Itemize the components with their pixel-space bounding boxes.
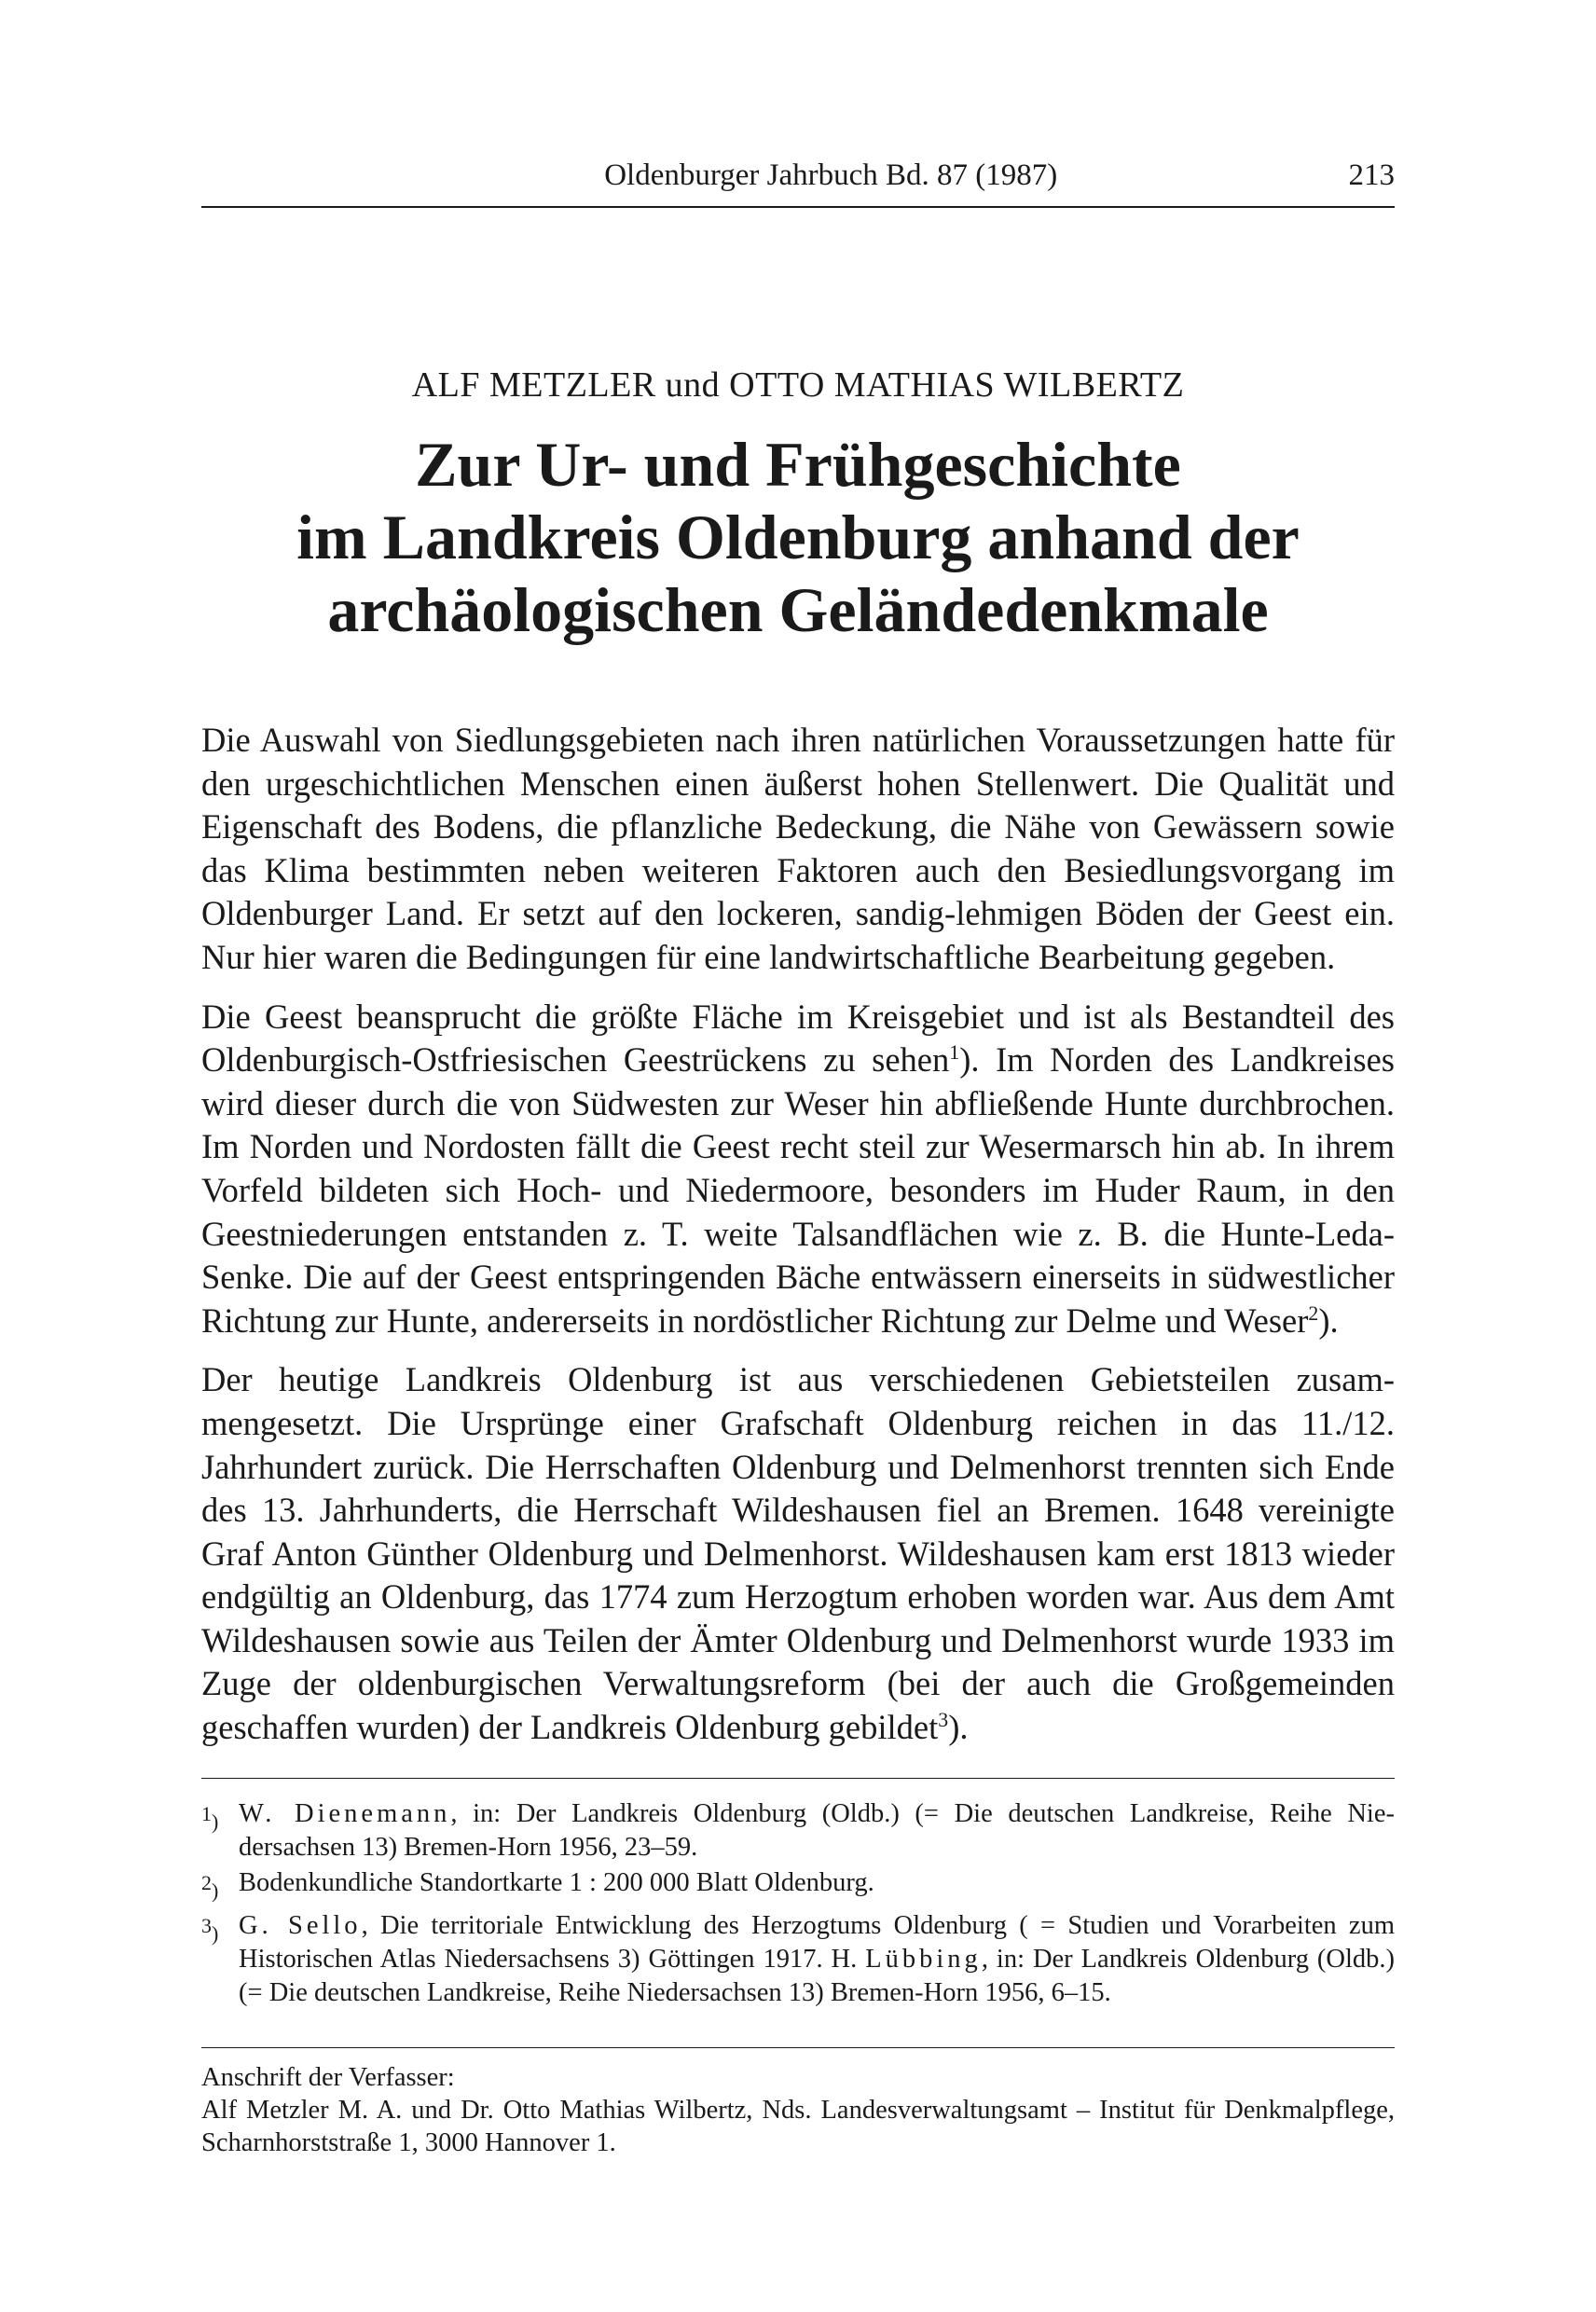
paragraph-2-part-a: Die Geest beansprucht die größte Fläche im Kreisgebiet und ist als Bestandteil des Oldenburgisch-Ostfriesischen Geestrückens zu sehen [201, 997, 1395, 1080]
footnote-author: Lübbing [865, 1944, 982, 1974]
page-number: 213 [1348, 158, 1395, 192]
paragraph-1: Die Auswahl von Siedlungsgebieten nach ihren natürlichen Voraussetzungen hatte für den urgeschichtlichen Menschen einen äußerst hohen Stellenwert. Die Qualität und Eigenschaft des Bodens, die pflanzliche Bedeckung, die Nähe von Gewässern sowie das Klima bestimmten neben weiteren Faktoren auch den Besiedlungsvorgang im Oldenburger Land. Er setzt auf den lockeren, sandig-lehmigen Böden der Geest ein. Nur hier waren die Bedingungen für eine landwirtschaftliche Bearbeitung gegeben. [201, 721, 1395, 976]
running-head [201, 158, 1395, 208]
paragraph-2 [201, 996, 1395, 1343]
footnote-text: W. Dienemann, in: Der Landkreis Oldenburg (Oldb.) (= Die deutschen Landkreise, Reihe Niedersachsen 13) Bremen-Horn 1956, 23–59. [239, 1798, 1395, 1862]
footnote [201, 1866, 1395, 1907]
footnote-ref-2[interactable]: 2 [1308, 1300, 1319, 1325]
footnote-ref-1[interactable]: 1 [949, 1040, 960, 1064]
footnote-mark: 3) [201, 1913, 219, 1946]
body-text [201, 719, 1395, 1750]
page [201, 158, 1395, 2159]
author-address [201, 2047, 1395, 2159]
footnote-text: G. Sello, Die territoriale Entwicklung des Herzogtums Oldenburg ( = Studien und Vorarbeiten zum Historischen Atlas Niedersachsens 3) Göttingen 1917. H. Lübbing, in: Der Landkreis Oldenburg (Oldb.) (= Die deutschen Landkreise, Reihe Niedersachsen 13) Bremen-Horn 1956, 6–15. [239, 1910, 1396, 2007]
paragraph-2-part-b: ). Im Norden des Landkreises wird dieser durch die von Südwesten zur Weser hin abfließende Hunte durchbrochen. Im Norden und Nordosten fällt die Geest recht steil zur Wesermarsch hin ab. In ihrem Vorfeld bildeten sich Hoch- und Niedermoore, besonders im Huder Raum, in den Geestniederungen entstanden z. T. weite Talsandflächen wie z. B. die Hunte-Leda-Senke. Die auf der Geest entspringenden Bäche entwässern einerseits in südwestlicher Richtung zur Hunte, andererseits in nordöstlicher Richtung zur Delme und Weser [201, 1040, 1395, 1340]
title-line-3: archäologischen Geländedenkmale [327, 574, 1269, 645]
paragraph-3-part-b: ). [948, 1708, 969, 1747]
address-label: Anschrift der Verfasser: [201, 2062, 455, 2092]
footnote-text: Bodenkundliche Standortkarte 1 : 200 000 Blatt Oldenburg. [239, 1867, 874, 1897]
title-line-2: im Landkreis Oldenburg anhand der [296, 502, 1300, 572]
footnote-author: W. Dienemann [239, 1798, 451, 1828]
article-title [201, 428, 1395, 646]
footnote-author: G. Sello [239, 1910, 362, 1940]
footnote-mark: 2) [201, 1870, 219, 1902]
journal-title: Oldenburger Jahrbuch Bd. 87 (1987) [604, 158, 1058, 192]
address-text: Alf Metzler M. A. und Dr. Otto Mathias Wilbertz, Nds. Landesverwaltungsamt – Institut für Denkmalpflege, Scharnhorststraße 1, 3000 Hannover 1. [201, 2095, 1395, 2157]
footnote-ref-3[interactable]: 3 [938, 1707, 949, 1731]
footnote [201, 1797, 1395, 1865]
paragraph-3 [201, 1358, 1395, 1749]
title-line-1: Zur Ur- und Frühgeschichte [415, 429, 1181, 500]
paragraph-3-part-a: Der heutige Landkreis Oldenburg ist aus verschiedenen Gebietsteilen zusammengesetzt. Die Ursprünge einer Grafschaft Oldenburg reichen in das 11./12. Jahrhundert zurück. Die Herrschaften Oldenburg und Delmenhorst trennten sich Ende des 13. Jahrhunderts, die Herrschaft Wildeshausen fiel an Bremen. 1648 vereinigte Graf Anton Günther Oldenburg und Delmenhorst. Wildeshausen kam erst 1813 wieder endgültig an Oldenburg, das 1774 zum Herzogtum erhoben worden war. Aus dem Amt Wildeshausen sowie aus Teilen der Ämter Oldenburg und Delmenhorst wurde 1933 im Zuge der oldenburgischen Verwaltungsreform (bei der auch die Großgemeinden geschaffen wurden) der Landkreis Oldenburg gebildet [201, 1360, 1395, 1747]
footnote-mark: 1) [201, 1801, 219, 1833]
footnote [201, 1909, 1395, 2010]
paragraph-2-part-c: ). [1318, 1300, 1339, 1340]
footnotes [201, 1778, 1395, 2010]
authors: ALF METZLER und OTTO MATHIAS WILBERTZ [411, 365, 1185, 405]
